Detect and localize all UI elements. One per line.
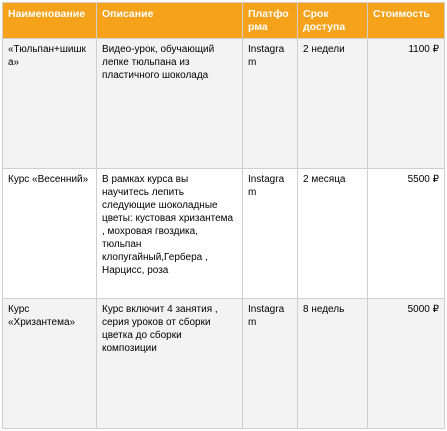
header-name: Наименование — [3, 3, 97, 39]
cell-price: 1100 ₽ — [368, 39, 445, 169]
cell-price: 5000 ₽ — [368, 299, 445, 429]
cell-platform: Instagram — [243, 169, 298, 299]
cell-term: 8 недель — [298, 299, 368, 429]
cell-name: Курс «Весенний» — [3, 169, 97, 299]
cell-name: «Тюльпан+шишка» — [3, 39, 97, 169]
cell-platform: Instagram — [243, 39, 298, 169]
table-header-row — [3, 3, 445, 39]
header-description: Описание — [97, 3, 243, 39]
table-row — [3, 299, 445, 429]
cell-term: 2 месяца — [298, 169, 368, 299]
header-term: Срок доступа — [298, 3, 368, 39]
cell-description: В рамках курса вы научитесь лепить следующие шоколадные цветы: кустовая хризантема , мохровая гвоздика, тюльпан клопугайный,Гербера , Нарцисс, роза — [97, 169, 243, 299]
table-row — [3, 39, 445, 169]
courses-table — [2, 2, 445, 429]
header-price: Стоимость — [368, 3, 445, 39]
cell-name: Курс «Хризантема» — [3, 299, 97, 429]
cell-price: 5500 ₽ — [368, 169, 445, 299]
cell-description: Видео-урок, обучающий лепке тюльпана из пластичного шоколада — [97, 39, 243, 169]
cell-platform: Instagram — [243, 299, 298, 429]
header-platform: Платфо рма — [243, 3, 298, 39]
cell-description: Курс включит 4 занятия , серия уроков от сборки цветка до сборки композиции — [97, 299, 243, 429]
table-row — [3, 169, 445, 299]
cell-term: 2 недели — [298, 39, 368, 169]
